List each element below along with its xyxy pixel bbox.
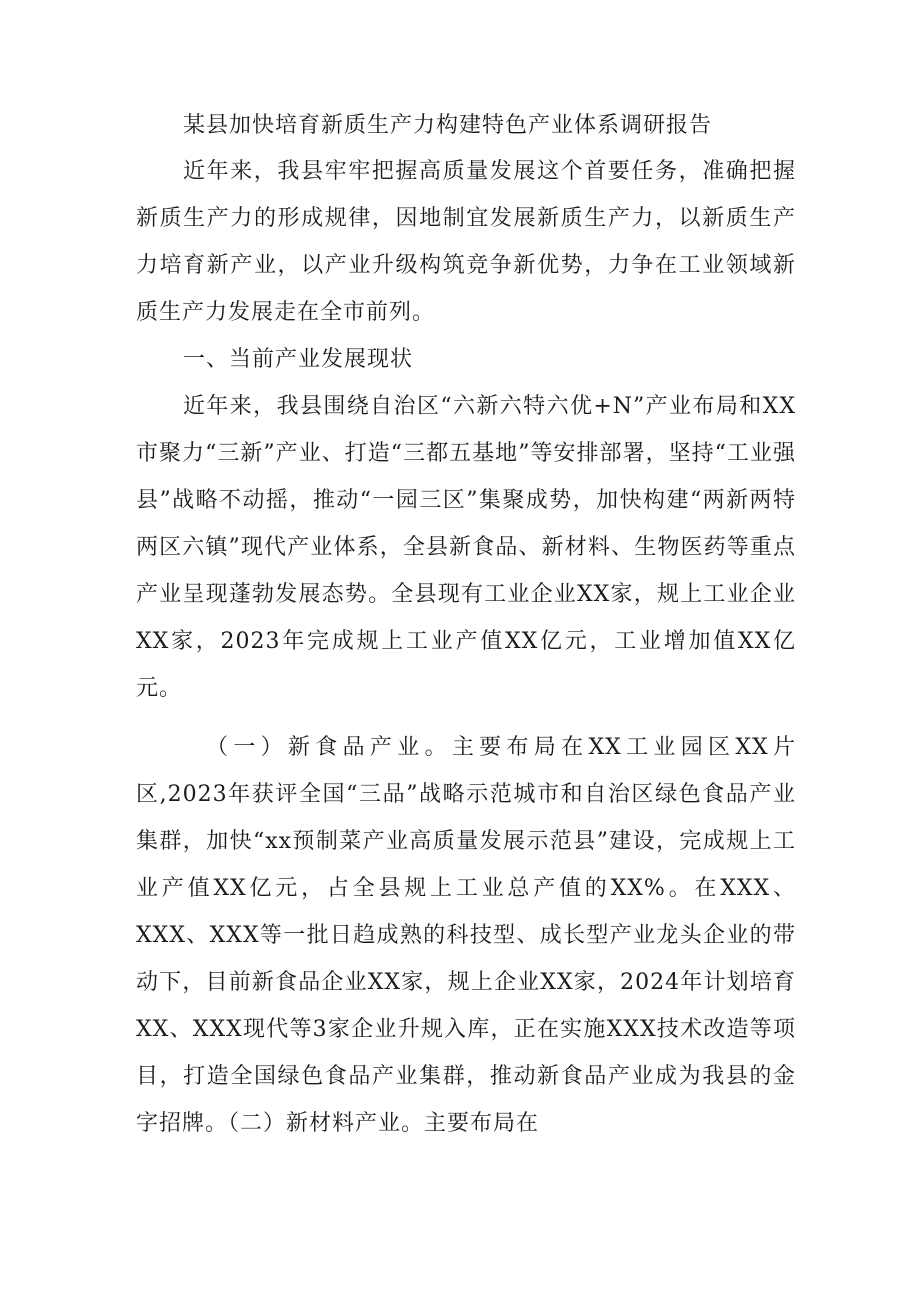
document-body [136,104,796,1147]
section-heading: 一、当前产业发展现状 [183,347,414,372]
subsection-paragraph: （一）新食品产业。主要布局在XX工业园区XX片区,2023年获评全国“三品”战略示范城市和自治区绿色食品产业集群，加快“xx预制菜产业高质量发展示范县”建设，完成规上工业产值XX亿元，占全县规上工业总产值的XX%。在XXX、XXX、XXX等一批日趋成熟的科技型、成长型产业龙头企业的带动下，目前新食品企业XX家，规上企业XX家，2024年计划培育XX、XXX现代等3家企业升规入库，正在实施XXX技术改造等项目，打造全国绿色食品产业集群，推动新食品产业成为我县的金字招牌。（二）新材料产业。主要布局在 [136,735,796,1136]
document-title: 某县加快培育新质生产力构建特色产业体系调研报告 [183,113,713,138]
intro-paragraph: 近年来，我县牢牢把握高质量发展这个首要任务，准确把握新质生产力的形成规律，因地制宜发展新质生产力，以新质生产力培育新产业，以产业升级构筑竞争新优势，力争在工业领域新质生产力发展走在全市前列。 [136,159,796,325]
section-paragraph: 近年来，我县围绕自治区“六新六特六优+N”产业布局和XX市聚力“三新”产业、打造“三都五基地”等安排部署，坚持“工业强县”战略不动摇，推动“一园三区”集聚成势，加快构建“两新两特两区六镇”现代产业体系，全县新食品、新材料、生物医药等重点产业呈现蓬勃发展态势。全县现有工业企业XX家，规上工业企业XX家，2023年完成规上工业产值XX亿元，工业增加值XX亿元。 [136,394,796,701]
